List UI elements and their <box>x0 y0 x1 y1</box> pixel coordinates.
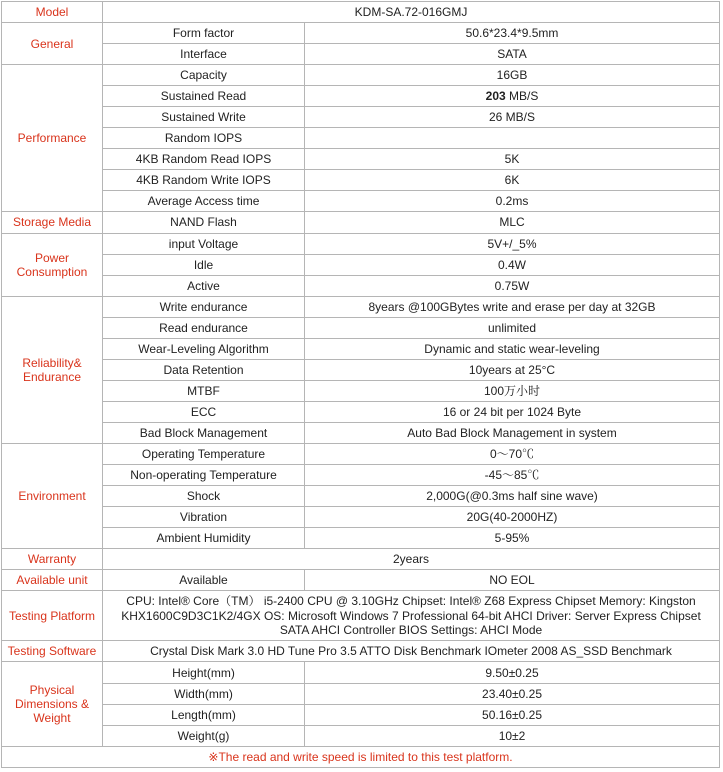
param-cell: Operating Temperature <box>103 443 305 464</box>
param-cell: Sustained Read <box>103 86 305 107</box>
table-row <box>2 86 720 107</box>
table-row <box>2 359 720 380</box>
spec-table <box>1 1 720 768</box>
platform-line: KHX1600C9D3C1K2/4GX OS: Microsoft Windows 7 Professional 64-bit AHCI Driver: Server Express Chipset <box>121 608 701 623</box>
table-row <box>2 380 720 401</box>
value-cell: 0～70℃ <box>305 443 720 464</box>
category-label: Storage Media <box>2 212 103 233</box>
table-row <box>2 443 720 464</box>
table-row <box>2 170 720 191</box>
table-row <box>2 683 720 704</box>
value-cell: NO EOL <box>305 570 720 591</box>
value-cell: 0.2ms <box>305 191 720 212</box>
param-cell: Sustained Write <box>103 107 305 128</box>
table-row <box>2 65 720 86</box>
table-row <box>2 338 720 359</box>
value-cell: SATA <box>305 44 720 65</box>
value-cell: 9.50±0.25 <box>305 662 720 683</box>
table-row <box>2 549 720 570</box>
value-cell: 0.4W <box>305 254 720 275</box>
value-number: 203 <box>485 89 506 104</box>
testing-platform-text <box>103 591 720 641</box>
value-cell: 20G(40-2000HZ) <box>305 507 720 528</box>
category-line: Endurance <box>22 369 82 384</box>
value-cell: 50.6*23.4*9.5mm <box>305 23 720 44</box>
model-value: KDM-SA.72-016GMJ <box>103 2 720 23</box>
value-cell: Dynamic and static wear-leveling <box>305 338 720 359</box>
value-cell: 2years <box>103 549 720 570</box>
param-cell: Bad Block Management <box>103 422 305 443</box>
table-row <box>2 317 720 338</box>
value-cell: 10±2 <box>305 725 720 746</box>
table-row <box>2 128 720 149</box>
value-cell: 23.40±0.25 <box>305 683 720 704</box>
value-cell: 2,000G(@0.3ms half sine wave) <box>305 486 720 507</box>
param-cell: Capacity <box>103 65 305 86</box>
value-unit: MB/S <box>505 89 539 104</box>
table-row <box>2 2 720 23</box>
param-cell: ECC <box>103 401 305 422</box>
table-row <box>2 107 720 128</box>
param-cell: Weight(g) <box>103 725 305 746</box>
table-row <box>2 725 720 746</box>
param-cell: Average Access time <box>103 191 305 212</box>
table-row <box>2 465 720 486</box>
param-cell: Wear-Leveling Algorithm <box>103 338 305 359</box>
category-label <box>2 296 103 443</box>
value-cell: 5-95% <box>305 528 720 549</box>
param-cell: 4KB Random Write IOPS <box>103 170 305 191</box>
category-label: Model <box>2 2 103 23</box>
category-label: Performance <box>2 65 103 212</box>
category-label: Testing Platform <box>2 591 103 641</box>
category-line: Weight <box>33 711 71 726</box>
category-label: Warranty <box>2 549 103 570</box>
footnote: ※The read and write speed is limited to this test platform. <box>2 746 720 767</box>
category-line: Dimensions & <box>14 697 90 712</box>
value-cell: -45～85℃ <box>305 465 720 486</box>
table-row <box>2 591 720 641</box>
category-label: General <box>2 23 103 65</box>
table-row <box>2 570 720 591</box>
platform-line: SATA AHCI Controller BIOS Settings: AHCI Mode <box>279 623 543 638</box>
value-cell: 5V+/_5% <box>305 233 720 254</box>
value-cell <box>305 128 720 149</box>
table-row <box>2 254 720 275</box>
table-row <box>2 23 720 44</box>
table-row <box>2 44 720 65</box>
value-cell: 0.75W <box>305 275 720 296</box>
table-row <box>2 422 720 443</box>
category-label: Available unit <box>2 570 103 591</box>
category-label: Testing Software <box>2 641 103 662</box>
param-cell: Vibration <box>103 507 305 528</box>
category-label <box>2 233 103 296</box>
category-label: Environment <box>2 443 103 548</box>
param-cell: Height(mm) <box>103 662 305 683</box>
value-cell: 16GB <box>305 65 720 86</box>
table-row <box>2 746 720 767</box>
value-unit: MB/S <box>502 110 536 125</box>
param-cell: Width(mm) <box>103 683 305 704</box>
value-cell: 50.16±0.25 <box>305 704 720 725</box>
value-cell <box>305 86 720 107</box>
param-cell: Interface <box>103 44 305 65</box>
param-cell: Length(mm) <box>103 704 305 725</box>
param-cell: Idle <box>103 254 305 275</box>
value-cell: 10years at 25°C <box>305 359 720 380</box>
param-cell: 4KB Random Read IOPS <box>103 149 305 170</box>
value-number: 26 <box>488 110 503 125</box>
param-cell: Active <box>103 275 305 296</box>
value-cell: Auto Bad Block Management in system <box>305 422 720 443</box>
value-cell: 6K <box>305 170 720 191</box>
testing-software-text: Crystal Disk Mark 3.0 HD Tune Pro 3.5 ATTO Disk Benchmark IOmeter 2008 AS_SSD Benchmark <box>103 641 720 662</box>
param-cell: Random IOPS <box>103 128 305 149</box>
table-row <box>2 296 720 317</box>
param-cell: Form factor <box>103 23 305 44</box>
param-cell: Data Retention <box>103 359 305 380</box>
table-row <box>2 212 720 233</box>
value-cell: 16 or 24 bit per 1024 Byte <box>305 401 720 422</box>
table-row <box>2 191 720 212</box>
param-cell: MTBF <box>103 380 305 401</box>
table-row <box>2 641 720 662</box>
value-cell: MLC <box>305 212 720 233</box>
param-cell: Write endurance <box>103 296 305 317</box>
category-line: Power <box>34 250 69 265</box>
table-row <box>2 486 720 507</box>
category-line: Reliability& <box>22 355 82 370</box>
table-row <box>2 662 720 683</box>
category-line: Physical <box>29 683 75 698</box>
param-cell: input Voltage <box>103 233 305 254</box>
table-row <box>2 233 720 254</box>
table-row <box>2 704 720 725</box>
category-label <box>2 662 103 746</box>
param-cell: Ambient Humidity <box>103 528 305 549</box>
table-row <box>2 507 720 528</box>
value-cell: 100万小时 <box>305 380 720 401</box>
param-cell: Shock <box>103 486 305 507</box>
table-row <box>2 401 720 422</box>
table-row <box>2 528 720 549</box>
platform-line: CPU: Intel® Core（TM） i5-2400 CPU @ 3.10GHz Chipset: Intel® Z68 Express Chipset Memory: Kingston <box>126 594 696 609</box>
value-cell: unlimited <box>305 317 720 338</box>
value-cell: 5K <box>305 149 720 170</box>
param-cell: Read endurance <box>103 317 305 338</box>
table-row <box>2 275 720 296</box>
value-cell <box>305 107 720 128</box>
param-cell: NAND Flash <box>103 212 305 233</box>
param-cell: Available <box>103 570 305 591</box>
param-cell: Non-operating Temperature <box>103 465 305 486</box>
table-row <box>2 149 720 170</box>
category-line: Consumption <box>16 264 88 279</box>
value-cell: 8years @100GBytes write and erase per day at 32GB <box>305 296 720 317</box>
